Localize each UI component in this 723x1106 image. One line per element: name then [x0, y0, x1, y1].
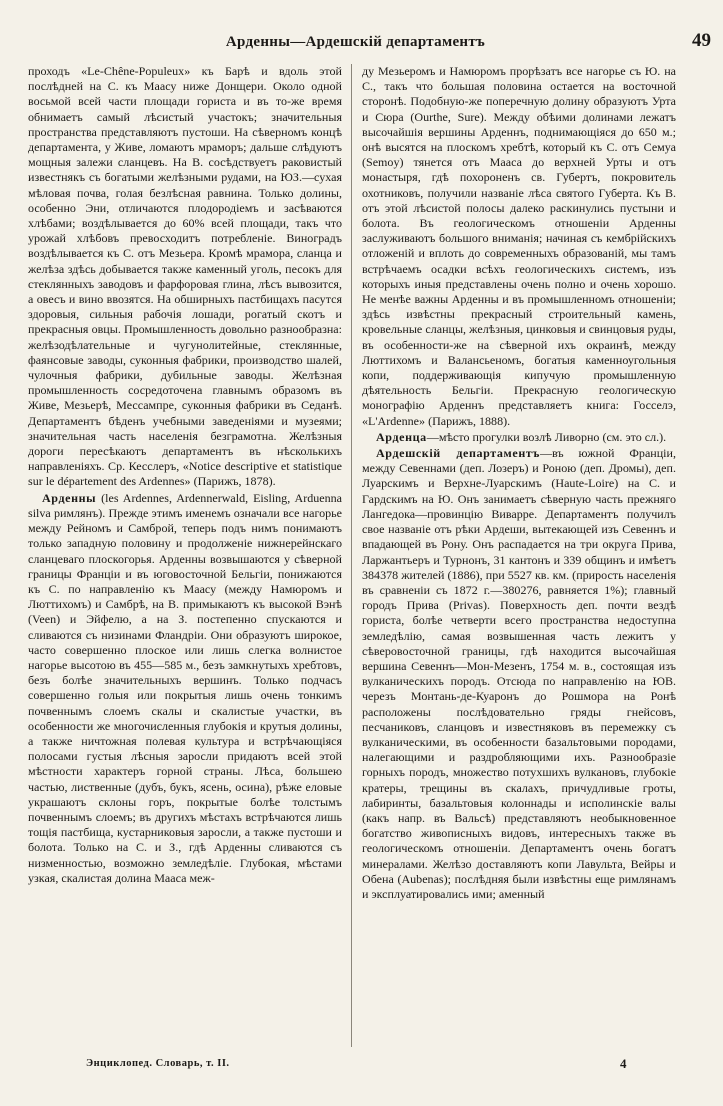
article-text: —въ южной Франціи, между Севеннами (деп. Лозеръ) и Роною (деп. Дромы), деп. Луарскимъ и Верхне-Луарскимъ (Haute-Loire) на С. и Гардскимъ на Ю. Онъ занимаетъ сѣверную часть прежняго Лангедока—провинцію Виварре. Департаментъ получилъ свое названіе отъ рѣки Ардеши, вытекающей изъ Севеннъ и впадающей въ Рону. Онъ распадается на три округа Прива, Ларжантьеръ и Турнонъ, 31 кантонъ и 339 общинъ и имѣетъ 384378 жителей (1886), при 5527 кв. км. (прирость населенія въ сравненіи съ 1872 г.—380276, равняется 1%); главный городъ Прива (Privas). Поверхность деп. почти вездѣ гориста, болѣе четверти всего пространства недоступна земледѣлію, самая возвышенная часть лежитъ у сѣверовосточной границы, гдѣ находится высочайшая вершина Севеннъ—Мон-Мезенъ, 1754 м. в., состоящая изъ вулканическихъ породъ. Отсюда по направленію на ЮВ. черезъ Монтань-де-Куаронъ до Рошмора на Ронѣ расположены послѣдовательно гряды гнейсовъ, песчаниковъ, сланцовъ и известняковъ въ перемежку съ вулканическими, въ особенности базальтовыми породами, налегающими и раздробляющими ихъ. Разнообразіе горныхъ породъ, множество потухшихъ вулкановъ, глубокіе кратеры, трещины въ скалахъ, причудливые гроты, лабиринты, базальтовыя колоннады и исполинскіе валы (какъ напр. въ Вальсѣ) представляютъ необыкновенное богатство живописныхъ видовъ, интересныхъ также въ геологическомъ отношеніи. Департаментъ очень богатъ минералами. Желѣзо доставляютъ копи Лавульта, Вейры и Обена (Aubenas); послѣдняя были извѣстны еще римлянамъ и эксплуатировались ими; аменный [362, 446, 676, 901]
running-title: Арденны—Ардешскій департаментъ [225, 34, 486, 50]
column-rule [351, 64, 352, 1047]
article-ardennes [28, 491, 342, 886]
signature-mark: 4 [620, 1056, 627, 1071]
article-text: (les Ardennes, Ardennerwald, Eisling, Arduenna silva римлянъ). Прежде этимъ именемъ означали все нагорье между Рейномъ и Самброй, теперь подъ нимъ понимаютъ только западную половину и продолженіе нижнерейнскаго сланцеваго плоскогорья. Арденны возвышаются у сѣверной границы Франціи и въ юговосточной Бельгіи, понижаются къ С. по направленію къ Маасу (между Намюромъ и Люттихомъ) и Самбрѣ, на В. примыкаютъ къ высокой Вэнѣ (Veen) и Эйфелю, а на З. постепенно спускаются и сливаются съ низинами Фландріи. Они образуютъ широкое, часто совершенно плоское или лишь слегка волнистое нагорье высотою въ 455—585 м., безъ замкнутыхъ хребтовъ, безъ болѣе значительныхъ вершинъ. Только подчасъ совершенно голыя или покрытыя лишь очень тонкимъ почвеннымъ слоемъ скалы и скалистые участки, въ особенности же многочисленныя глубокія и крутыя долины, а также ничтожная полевая культура и встрѣчающіяся полосами густыя лѣсныя заросли придаютъ всей этой мѣстности характеръ горной страны. Лѣса, большею частью, лиственные (дубъ, букъ, ясень, осина), рѣже еловые украшаютъ склоны горъ, покрытые болѣе толстымъ почвеннымъ слоемъ; въ другихъ мѣстахъ встрѣчаются лишь тощія пастбища, кустарниковыя заросли, а также пустоши и болота. Только на С. и З., гдѣ Арденны сливаются съ низменностью, возможно земледѣліе. Глубокая, мѣстами узкая, скалистая долина Мааса меж- [28, 490, 342, 885]
running-head [28, 30, 711, 52]
publication-footer: Энциклопед. Словарь, т. II. [86, 1058, 230, 1069]
page-number: 49 [692, 30, 711, 51]
article-continuation: проходъ «Le-Chêne-Populeux» къ Барѣ и вдоль этой послѣдней на С. къ Маасу ниже Донщери. Около одной восьмой всей части площади гориста и въ то-же время обнимаетъ самый лѣсистый участокъ; значительныя пространства представляютъ пустоши. На сѣверномъ концѣ департамента, у Живе, ломаютъ мраморъ; дальше слѣдуютъ мощныя залежи сланцевъ. На В. сосѣдствуетъ раковистый известнякъ съ богатыми желѣзными рудами, на ЮЗ.—сухая мѣловая почва, голая безлѣсная равнина. Только долины, особенно Эни, отличаются плодородіемъ и засѣваются хлѣбами; воздѣлывается до 60% всей площади, такъ что урожай хлѣбовъ превосходитъ потребленіе. Виноградъ воздѣлывается къ С. отъ Мезьера. Кромѣ мрамора, сланца и желѣза здѣсь добывается также каменный уголь, песокъ для стеклянныхъ заводовъ и фарфоровая глина, лѣсъ вывозится, а овесъ и вино ввозятся. На обширныхъ пастбищахъ пасутся здоровыя, сильныя рабочія лошади, рогатый скотъ и прекрасныя овцы. Промышленность довольно разнообразна: желѣзодѣлательные и чугунолитейные, стеклянные, фаянсовые заводы, суконныя фабрики, производство шалей, чулочныя фабрики, дубильные заводы. Желѣзная промышленность сосредоточена главнымъ образомъ въ Живе, Мезьерѣ, Мессампре, суконныя фабрики въ Седанѣ. Департаментъ бѣденъ учебными заведеніями и музеями; значительная часть населенія безграмотна. Желѣзныя дороги пересѣкаютъ департаментъ въ нѣсколькихъ направленіяхъ. Ср. Кесслеръ, «Notice descriptive et statistique sur le département des Ardennes» (Парижъ, 1878). [28, 64, 342, 489]
article-continuation: ду Мезьеромъ и Намюромъ прорѣзатъ все нагорье съ Ю. на С., такъ что большая половина остается на восточной сторонѣ. Подобную-же поперечную долину образуютъ Урта и Сюра (Ourthe, Sure). Между обѣими долинами лежатъ высочайшія вершины Арденнъ, поднимающіяся до 650 м.; онѣ высятся на плоскомъ хребтѣ, который къ С. отъ Семуа (Semoy) тянется отъ Мааса до верхней Урты и отъ монастыря, гдѣ похороненъ св. Губертъ, покровитель охотниковъ, получили названіе лѣса святого Губерта. Къ В. отъ этой лѣсистой полосы далеко раскинулись пустыни и болота. Въ геологическомъ отношеніи Арденны заслуживаютъ большого вниманія; начиная съ кембрійскихъ отложеній и вплоть до современныхъ образованій, мы тамъ встрѣчаемъ осадки всѣхъ геологическихъ системъ, изъ которыхъ иныя представлены очень полно и очень хорошо. Не менѣе важны Арденны и въ промышленномъ отношеніи; здѣсь извѣстны прекрасный строительный камень, кровельные сланцы, желѣзныя, цинковыя и свинцовыя руды, въ особенности-же на сѣверной ихъ окраинѣ, между Люттихомъ и Валансьеномъ, богатыя каменноугольныя копи, поддерживающія кипучую промышленную дѣятельность Бельгіи. Прекрасную геологическую монографію Арденнъ представляетъ книга: Госселэ, «L'Ardenne» (Парижъ, 1888). [362, 64, 676, 428]
headword: Арденца [376, 429, 427, 444]
headword: Арденны [42, 490, 97, 505]
left-column [28, 64, 342, 886]
article-text: —мѣсто прогулки возлѣ Ливорно (см. это сл.). [426, 429, 667, 444]
right-column [362, 64, 676, 902]
article-ardeche [362, 446, 676, 902]
article-ardenza [362, 430, 676, 445]
headword: Ардешскій департаментъ [376, 446, 540, 461]
